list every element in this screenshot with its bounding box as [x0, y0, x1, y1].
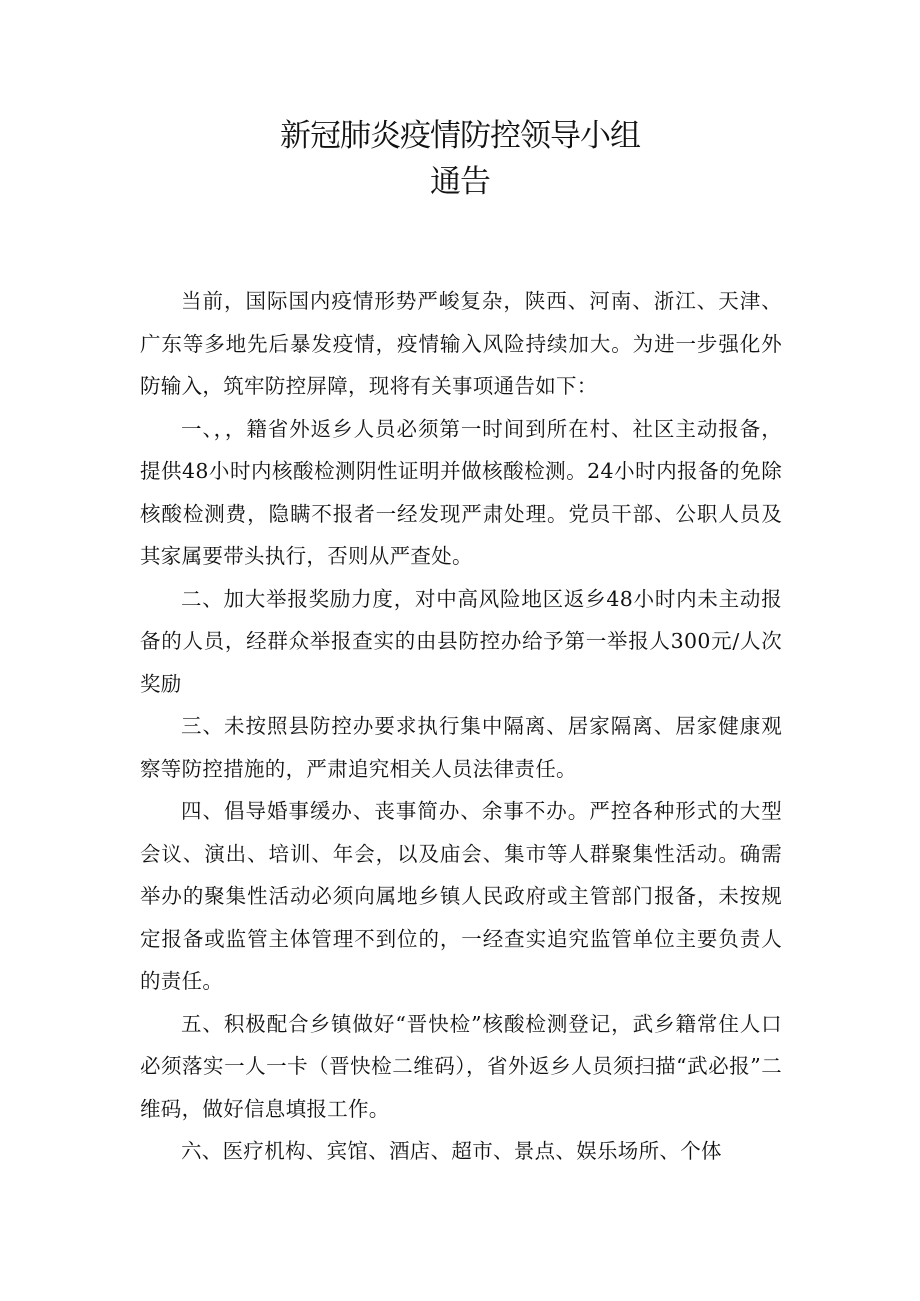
document-body [140, 280, 782, 1173]
paragraph-item-2: 二、加大举报奖励力度，对中高风险地区返乡48小时内未主动报备的人员，经群众举报查实的由县防控办给予第一举报人300元/人次奖励 [140, 586, 782, 696]
paragraph-intro: 当前，国际国内疫情形势严峻复杂，陕西、河南、浙江、天津、广东等多地先后暴发疫情，疫情输入风险持续加大。为进一步强化外防输入，筑牢防控屏障，现将有关事项通告如下： [140, 289, 782, 398]
paragraph-item-1: 一、，，籍省外返乡人员必须第一时间到所在村、社区主动报备，提供48小时内核酸检测阴性证明并做核酸检测。24小时内报备的免除核酸检测费，隐瞒不报者一经发现严肃处理。党员干部、公职人员及其家属要带头执行，否则从严查处。 [140, 416, 782, 568]
paragraph-item-5: 五、积极配合乡镇做好“晋快检”核酸检测登记，武乡籍常住人口必须落实一人一卡（晋快检二维码），省外返乡人员须扫描“武必报”二维码，做好信息填报工作。 [140, 1011, 782, 1121]
paragraph-item-6: 六、医疗机构、宾馆、酒店、超市、景点、娱乐场所、个体 [181, 1139, 722, 1163]
document-subtitle: 通告 [430, 164, 490, 200]
document-title: 新冠肺炎疫情防控领导小组 [280, 118, 640, 154]
paragraph-item-4: 四、倡导婚事缓办、丧事简办、余事不办。严控各种形式的大型会议、演出、培训、年会，以及庙会、集市等人群聚集性活动。确需举办的聚集性活动必须向属地乡镇人民政府或主管部门报备，未按规定报备或监管主体管理不到位的，一经查实追究监管单位主要负责人的责任。 [140, 799, 782, 993]
paragraph-item-3: 三、未按照县防控办要求执行集中隔离、居家隔离、居家健康观察等防控措施的，严肃追究相关人员法律责任。 [140, 714, 782, 781]
